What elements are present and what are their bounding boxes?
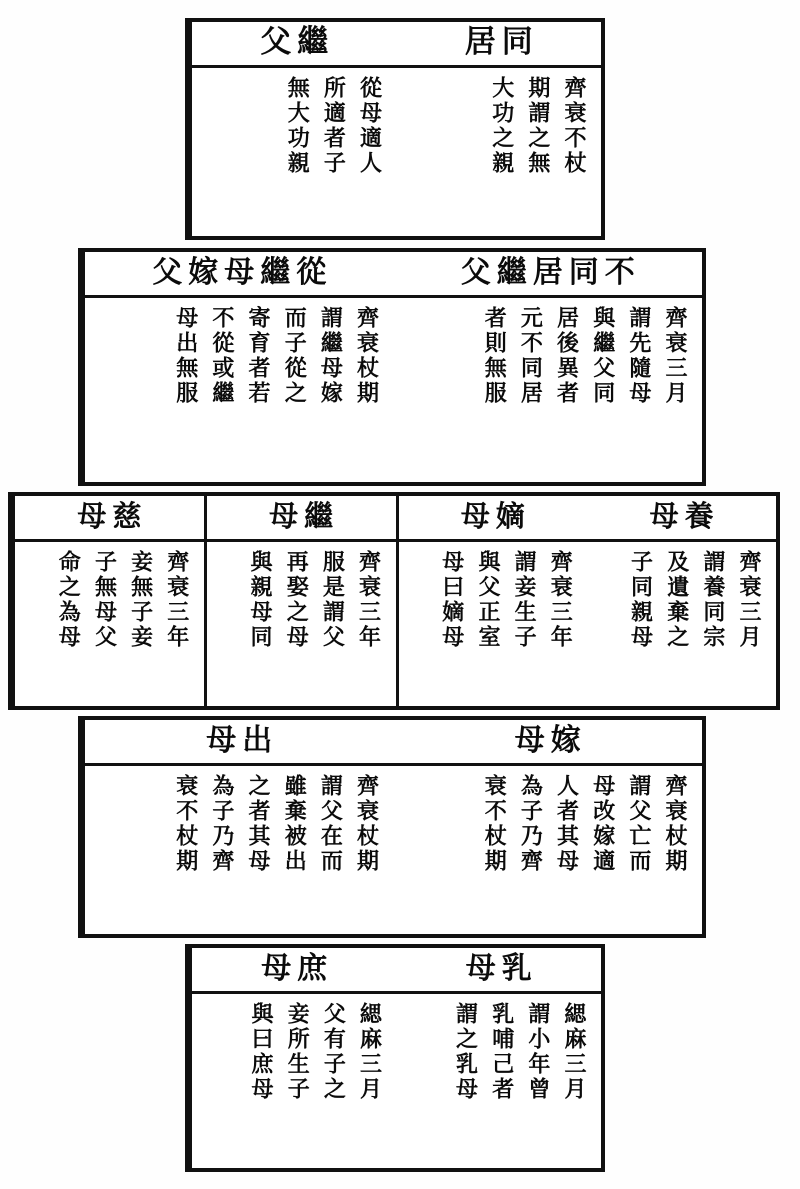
text-column: 妾所生子 bbox=[284, 1002, 311, 1102]
cell-body bbox=[192, 68, 397, 236]
chart-cell-ji-fu bbox=[189, 22, 397, 236]
heading-char: 嫡 bbox=[495, 499, 525, 533]
chart-cell-yang-mu bbox=[587, 496, 776, 706]
heading-char: 嫁 bbox=[550, 722, 581, 758]
text-column: 緦麻三月 bbox=[561, 1002, 587, 1102]
text-column: 人者其母 bbox=[553, 774, 580, 874]
text-column: 無大功親 bbox=[284, 76, 311, 176]
text-column: 母曰嫡母 bbox=[438, 550, 465, 650]
text-column: 從母適人 bbox=[356, 76, 383, 176]
cell-body bbox=[397, 68, 602, 236]
cell-heading bbox=[394, 252, 703, 298]
text-column: 與繼父同 bbox=[589, 306, 616, 406]
heading-char: 母 bbox=[261, 950, 292, 986]
chart-cell-chu-mu bbox=[82, 720, 394, 934]
chart-cell-tong-ju bbox=[397, 22, 602, 236]
heading-char: 從 bbox=[296, 254, 327, 290]
heading-char: 繼 bbox=[297, 24, 329, 60]
heading-char: 慈 bbox=[112, 499, 142, 533]
heading-char: 出 bbox=[242, 722, 273, 758]
chart-cell-di-mu bbox=[396, 496, 588, 706]
text-column: 子同親母 bbox=[627, 550, 654, 650]
text-column: 齊衰三月 bbox=[662, 306, 688, 406]
text-column: 為子乃齊 bbox=[208, 774, 235, 874]
text-column: 雖棄被出 bbox=[281, 774, 308, 874]
text-column: 謂繼母嫁 bbox=[317, 306, 344, 406]
text-column: 而子從之 bbox=[281, 306, 308, 406]
heading-char: 嫁 bbox=[188, 254, 219, 290]
heading-char: 同 bbox=[568, 254, 599, 290]
text-column: 齊衰三年 bbox=[547, 550, 574, 650]
text-column: 服是謂父 bbox=[319, 550, 346, 650]
heading-char: 母 bbox=[514, 722, 545, 758]
chart-cell-shu-mu bbox=[189, 948, 397, 1168]
heading-char: 庶 bbox=[297, 950, 328, 986]
text-column: 謂父亡而 bbox=[625, 774, 652, 874]
heading-char: 父 bbox=[260, 24, 292, 60]
text-column: 齊衰杖期 bbox=[662, 774, 688, 874]
cell-body bbox=[85, 298, 394, 482]
heading-char: 居 bbox=[532, 254, 563, 290]
chart-band-4 bbox=[78, 716, 706, 938]
cell-heading bbox=[399, 496, 588, 542]
text-column: 謂先隨母 bbox=[625, 306, 652, 406]
heading-char: 母 bbox=[460, 499, 490, 533]
heading-char: 父 bbox=[152, 254, 183, 290]
cell-body bbox=[394, 298, 703, 482]
text-column: 齊衰三年 bbox=[355, 550, 382, 650]
cell-body bbox=[15, 542, 204, 706]
cell-heading bbox=[192, 22, 397, 68]
text-column: 父有子之 bbox=[320, 1002, 347, 1102]
heading-char: 母 bbox=[206, 722, 237, 758]
text-column: 謂養同宗 bbox=[699, 550, 726, 650]
heading-char: 母 bbox=[224, 254, 255, 290]
text-column: 與親母同 bbox=[247, 550, 274, 650]
chart-cell-ru-mu bbox=[397, 948, 602, 1168]
cell-body bbox=[397, 994, 602, 1168]
text-column: 緦麻三月 bbox=[356, 1002, 383, 1102]
text-column: 與父正室 bbox=[474, 550, 501, 650]
text-column: 謂父在而 bbox=[317, 774, 344, 874]
text-column: 命之為母 bbox=[55, 550, 82, 650]
text-column: 齊衰三年 bbox=[163, 550, 190, 650]
text-column: 謂妾生子 bbox=[511, 550, 538, 650]
heading-char: 母 bbox=[649, 499, 679, 533]
text-column: 齊衰杖期 bbox=[353, 306, 380, 406]
text-column: 齊衰杖期 bbox=[353, 774, 380, 874]
heading-char: 母 bbox=[465, 950, 496, 986]
text-column: 妾無子妾 bbox=[127, 550, 154, 650]
cell-heading bbox=[397, 948, 602, 994]
text-column: 寄育者若 bbox=[245, 306, 272, 406]
cell-heading bbox=[394, 720, 703, 766]
heading-char: 同 bbox=[501, 24, 533, 60]
chart-band-3 bbox=[8, 492, 780, 710]
cell-heading bbox=[85, 720, 394, 766]
chart-band-2 bbox=[78, 248, 706, 486]
chart-band-1 bbox=[185, 18, 605, 240]
cell-heading bbox=[85, 252, 394, 298]
heading-char: 繼 bbox=[496, 254, 527, 290]
heading-char: 父 bbox=[460, 254, 491, 290]
cell-body bbox=[207, 542, 396, 706]
text-column: 謂之乳母 bbox=[452, 1002, 479, 1102]
chart-cell-ji-mu bbox=[204, 496, 396, 706]
text-column: 與曰庶母 bbox=[248, 1002, 275, 1102]
cell-body bbox=[394, 766, 703, 934]
text-column: 不從或繼 bbox=[208, 306, 235, 406]
heading-char: 母 bbox=[77, 499, 107, 533]
chart-cell-bu-tong-ju-ji-fu bbox=[394, 252, 703, 482]
cell-body bbox=[85, 766, 394, 934]
cell-body bbox=[192, 994, 397, 1168]
heading-char: 居 bbox=[464, 24, 496, 60]
text-column: 衰不杖期 bbox=[172, 774, 199, 874]
heading-char: 繼 bbox=[260, 254, 291, 290]
cell-heading bbox=[207, 496, 396, 542]
cell-body bbox=[399, 542, 588, 706]
cell-heading bbox=[15, 496, 204, 542]
text-column: 乳哺己者 bbox=[488, 1002, 515, 1102]
heading-char: 繼 bbox=[304, 499, 334, 533]
text-column: 所適者子 bbox=[320, 76, 347, 176]
text-column: 謂小年曾 bbox=[524, 1002, 551, 1102]
heading-char: 養 bbox=[684, 499, 714, 533]
text-column: 元不同居 bbox=[517, 306, 544, 406]
heading-char: 乳 bbox=[501, 950, 532, 986]
text-column: 大功之親 bbox=[488, 76, 515, 176]
text-column: 者則無服 bbox=[481, 306, 508, 406]
text-column: 衰不杖期 bbox=[481, 774, 508, 874]
cell-heading bbox=[397, 22, 602, 68]
text-column: 之者其母 bbox=[245, 774, 272, 874]
text-column: 子無母父 bbox=[91, 550, 118, 650]
chart-cell-ci-mu bbox=[12, 496, 204, 706]
text-column: 齊衰三月 bbox=[736, 550, 762, 650]
text-column: 母改嫁適 bbox=[589, 774, 616, 874]
chart-cell-cong-ji-mu-jia-fu bbox=[82, 252, 394, 482]
text-column: 居後異者 bbox=[553, 306, 580, 406]
chart-band-5 bbox=[185, 944, 605, 1172]
cell-body bbox=[587, 542, 776, 706]
text-column: 為子乃齊 bbox=[517, 774, 544, 874]
chart-cell-jia-mu bbox=[394, 720, 703, 934]
heading-char: 不 bbox=[604, 254, 635, 290]
cell-heading bbox=[587, 496, 776, 542]
text-column: 及遺棄之 bbox=[663, 550, 690, 650]
text-column: 再娶之母 bbox=[283, 550, 310, 650]
text-column: 齊衰不杖 bbox=[561, 76, 587, 176]
heading-char: 母 bbox=[269, 499, 299, 533]
cell-heading bbox=[192, 948, 397, 994]
text-column: 母出無服 bbox=[172, 306, 199, 406]
text-column: 期謂之無 bbox=[524, 76, 551, 176]
